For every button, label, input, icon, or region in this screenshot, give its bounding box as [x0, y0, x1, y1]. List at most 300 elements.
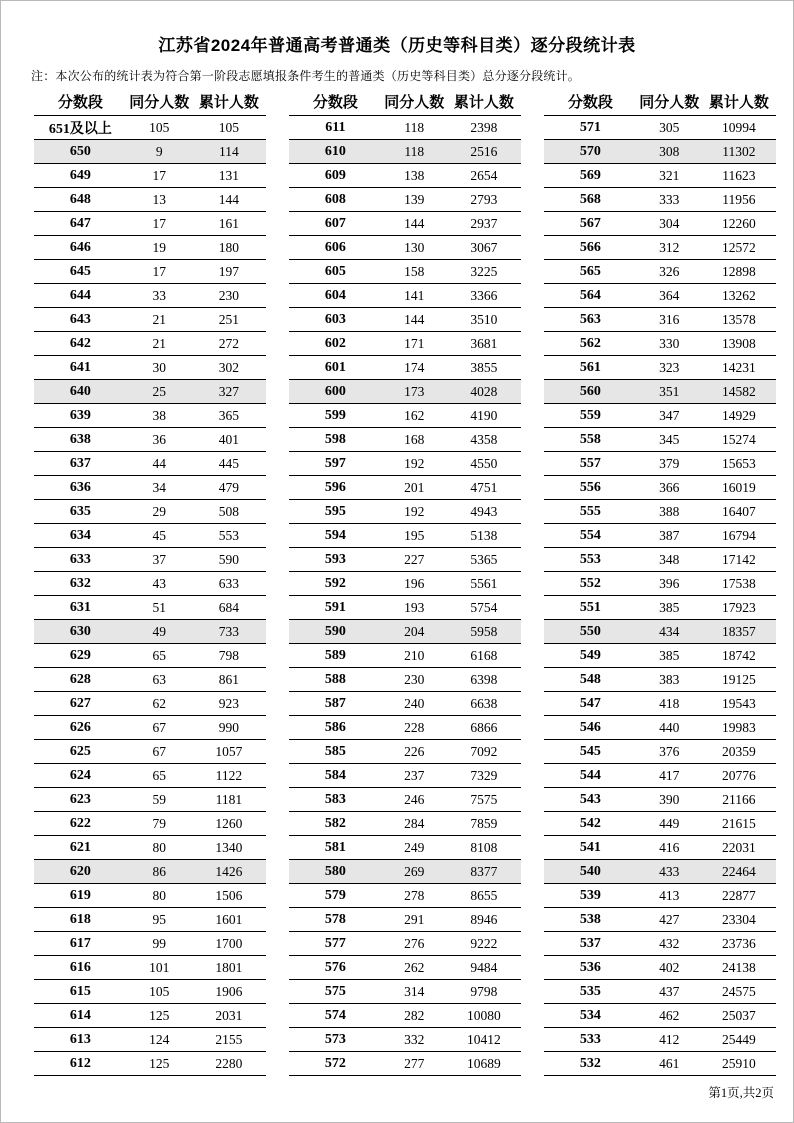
score-cell: 588	[324, 671, 346, 687]
cumulative-cell: 25037	[721, 1007, 756, 1023]
table-row	[289, 932, 521, 956]
count-cell: 366	[659, 479, 680, 495]
table-row	[34, 596, 266, 620]
score-table-left	[34, 87, 266, 1076]
count-cell: 385	[659, 599, 680, 615]
cumulative-cell: 1426	[215, 863, 243, 879]
cumulative-cell: 131	[218, 167, 239, 183]
table-row	[544, 260, 776, 284]
count-cell: 17	[152, 263, 167, 279]
score-cell: 578	[324, 911, 346, 927]
count-cell: 305	[659, 119, 680, 135]
score-cell: 642	[69, 335, 91, 351]
cumulative-cell: 14929	[721, 407, 756, 423]
table-row	[544, 236, 776, 260]
table-row	[289, 356, 521, 380]
score-cell: 625	[69, 743, 91, 759]
cumulative-cell: 10412	[466, 1031, 501, 1047]
cumulative-cell: 22031	[721, 839, 756, 855]
cumulative-cell: 25449	[721, 1031, 756, 1047]
score-cell: 542	[579, 815, 601, 831]
column-header-cumulative: 累计人数	[198, 94, 259, 111]
count-cell: 79	[152, 815, 167, 831]
cumulative-cell: 22464	[721, 863, 756, 879]
table-row	[544, 812, 776, 836]
cumulative-cell: 11956	[722, 191, 756, 207]
table-row	[544, 308, 776, 332]
score-cell: 618	[69, 911, 91, 927]
count-cell: 21	[152, 311, 167, 327]
column-header-score: 分数段	[312, 94, 358, 111]
score-cell: 592	[324, 575, 346, 591]
score-cell: 581	[324, 839, 346, 855]
score-cell: 645	[69, 263, 91, 279]
cumulative-cell: 24575	[721, 983, 756, 999]
count-cell: 95	[152, 911, 167, 927]
cumulative-cell: 1700	[215, 935, 243, 951]
table-row	[289, 476, 521, 500]
score-cell: 539	[579, 887, 601, 903]
count-cell: 387	[659, 527, 680, 543]
score-cell: 558	[579, 431, 601, 447]
score-cell: 628	[69, 671, 91, 687]
cumulative-cell: 13578	[721, 311, 756, 327]
count-cell: 240	[404, 695, 425, 711]
count-cell: 323	[659, 359, 680, 375]
score-cell: 535	[579, 983, 601, 999]
score-cell: 568	[579, 191, 601, 207]
cumulative-cell: 4943	[470, 503, 498, 519]
score-cell: 619	[69, 887, 91, 903]
score-cell: 569	[579, 167, 601, 183]
score-cell: 586	[324, 719, 346, 735]
table-row	[289, 716, 521, 740]
score-cell: 596	[324, 479, 346, 495]
score-cell: 605	[324, 263, 346, 279]
score-cell: 556	[579, 479, 601, 495]
table-header	[289, 87, 521, 116]
cumulative-cell: 684	[218, 599, 239, 615]
count-cell: 125	[149, 1055, 170, 1071]
count-cell: 237	[404, 767, 425, 783]
count-cell: 192	[404, 455, 425, 471]
cumulative-cell: 4190	[470, 407, 498, 423]
count-cell: 449	[659, 815, 680, 831]
table-row	[544, 956, 776, 980]
cumulative-cell: 1122	[215, 767, 243, 783]
table-row	[544, 740, 776, 764]
table-row	[289, 116, 521, 140]
cumulative-cell: 114	[218, 143, 239, 159]
cumulative-cell: 16019	[721, 479, 756, 495]
cumulative-cell: 21166	[722, 791, 756, 807]
cumulative-cell: 251	[218, 311, 239, 327]
count-cell: 118	[404, 143, 425, 159]
count-cell: 19	[152, 239, 167, 255]
score-cell: 573	[324, 1031, 346, 1047]
page-title: 江苏省2024年普通高考普通类（历史等科目类）逐分段统计表	[158, 36, 636, 55]
count-cell: 65	[152, 767, 167, 783]
table-row	[289, 140, 521, 164]
cumulative-cell: 5138	[470, 527, 498, 543]
cumulative-cell: 5561	[470, 575, 498, 591]
table-row	[34, 692, 266, 716]
score-cell: 532	[579, 1055, 601, 1071]
score-cell: 604	[324, 287, 346, 303]
table-row	[289, 500, 521, 524]
count-cell: 141	[404, 287, 425, 303]
table-row	[544, 1052, 776, 1076]
count-cell: 462	[659, 1007, 680, 1023]
score-cell: 560	[579, 383, 601, 399]
table-row	[544, 980, 776, 1004]
cumulative-cell: 1181	[215, 791, 243, 807]
score-cell: 566	[579, 239, 601, 255]
score-cell: 572	[324, 1055, 346, 1071]
count-cell: 385	[659, 647, 680, 663]
table-row	[544, 428, 776, 452]
score-cell: 622	[69, 815, 91, 831]
score-cell: 649	[69, 167, 91, 183]
cumulative-cell: 633	[218, 575, 239, 591]
cumulative-cell: 5365	[470, 551, 498, 567]
score-cell: 626	[69, 719, 91, 735]
score-cell: 534	[579, 1007, 601, 1023]
score-cell: 627	[69, 695, 91, 711]
score-cell: 589	[324, 647, 346, 663]
score-cell: 593	[324, 551, 346, 567]
score-cell: 643	[69, 311, 91, 327]
cumulative-cell: 18742	[721, 647, 756, 663]
cumulative-cell: 18357	[721, 623, 756, 639]
table-row	[289, 884, 521, 908]
count-cell: 417	[659, 767, 680, 783]
count-cell: 139	[404, 191, 425, 207]
table-row	[34, 476, 266, 500]
cumulative-cell: 23304	[721, 911, 756, 927]
count-cell: 330	[659, 335, 680, 351]
cumulative-cell: 10994	[721, 119, 756, 135]
score-cell: 648	[69, 191, 91, 207]
score-cell: 607	[324, 215, 346, 231]
table-row	[34, 404, 266, 428]
count-cell: 138	[404, 167, 425, 183]
count-cell: 379	[659, 455, 680, 471]
cumulative-cell: 15653	[721, 455, 756, 471]
score-cell: 574	[324, 1007, 346, 1023]
table-row	[34, 428, 266, 452]
score-cell: 577	[324, 935, 346, 951]
count-cell: 364	[659, 287, 680, 303]
count-cell: 162	[404, 407, 425, 423]
cumulative-cell: 1601	[215, 911, 243, 927]
cumulative-cell: 2793	[470, 191, 498, 207]
score-cell: 548	[579, 671, 601, 687]
cumulative-cell: 2937	[470, 215, 498, 231]
score-cell: 629	[69, 647, 91, 663]
table-row	[289, 236, 521, 260]
cumulative-cell: 8946	[470, 911, 498, 927]
score-cell: 585	[324, 743, 346, 759]
cumulative-cell: 8377	[470, 863, 498, 879]
count-cell: 277	[404, 1055, 425, 1071]
table-row	[289, 284, 521, 308]
count-cell: 43	[152, 575, 167, 591]
table-row	[544, 548, 776, 572]
table-row	[289, 332, 521, 356]
table-row	[289, 836, 521, 860]
table-row	[289, 644, 521, 668]
cumulative-cell: 798	[218, 647, 239, 663]
score-cell: 579	[324, 887, 346, 903]
table-row	[34, 740, 266, 764]
score-cell: 541	[579, 839, 601, 855]
table-row	[289, 524, 521, 548]
count-cell: 49	[152, 623, 167, 639]
cumulative-cell: 1506	[215, 887, 243, 903]
count-cell: 269	[404, 863, 425, 879]
score-cell: 537	[579, 935, 601, 951]
score-cell: 580	[324, 863, 346, 879]
table-row	[289, 164, 521, 188]
table-row	[544, 524, 776, 548]
table-row	[544, 788, 776, 812]
count-cell: 413	[659, 887, 680, 903]
count-cell: 437	[659, 983, 680, 999]
table-row	[34, 644, 266, 668]
cumulative-cell: 3067	[470, 239, 498, 255]
table-row	[544, 692, 776, 716]
score-cell: 615	[69, 983, 91, 999]
table-row	[544, 620, 776, 644]
table-row	[289, 380, 521, 404]
cumulative-cell: 590	[218, 551, 239, 567]
cumulative-cell: 861	[218, 671, 239, 687]
count-cell: 278	[404, 887, 425, 903]
table-row	[34, 284, 266, 308]
score-cell: 650	[69, 143, 91, 159]
count-cell: 348	[659, 551, 680, 567]
count-cell: 29	[152, 503, 167, 519]
count-cell: 433	[659, 863, 680, 879]
table-row	[34, 452, 266, 476]
cumulative-cell: 7859	[470, 815, 498, 831]
table-row	[544, 860, 776, 884]
score-cell: 600	[324, 383, 346, 399]
cumulative-cell: 445	[218, 455, 239, 471]
score-table-middle	[289, 87, 521, 1076]
score-cell: 540	[579, 863, 601, 879]
score-cell: 594	[324, 527, 346, 543]
count-cell: 174	[404, 359, 425, 375]
cumulative-cell: 12572	[721, 239, 756, 255]
cumulative-cell: 4550	[470, 455, 498, 471]
score-cell: 590	[324, 623, 346, 639]
score-cell: 634	[69, 527, 91, 543]
table-row	[544, 140, 776, 164]
count-cell: 230	[404, 671, 425, 687]
score-cell: 638	[69, 431, 91, 447]
count-cell: 333	[659, 191, 680, 207]
table-row	[34, 980, 266, 1004]
cumulative-cell: 22877	[721, 887, 756, 903]
count-cell: 67	[152, 743, 167, 759]
table-row	[544, 212, 776, 236]
score-cell: 636	[69, 479, 91, 495]
count-cell: 144	[404, 311, 425, 327]
cumulative-cell: 365	[218, 407, 239, 423]
count-cell: 171	[404, 335, 425, 351]
count-cell: 36	[152, 431, 167, 447]
table-row	[34, 932, 266, 956]
score-cell: 635	[69, 503, 91, 519]
count-cell: 383	[659, 671, 680, 687]
table-row	[34, 956, 266, 980]
count-cell: 304	[659, 215, 680, 231]
score-cell: 583	[324, 791, 346, 807]
count-cell: 9	[155, 143, 163, 159]
count-cell: 312	[659, 239, 680, 255]
cumulative-cell: 990	[218, 719, 239, 735]
score-cell: 637	[69, 455, 91, 471]
score-cell: 562	[579, 335, 601, 351]
column-header-cumulative: 累计人数	[453, 94, 514, 111]
table-row	[34, 884, 266, 908]
cumulative-cell: 401	[218, 431, 239, 447]
cumulative-cell: 4358	[470, 431, 498, 447]
score-cell: 564	[579, 287, 601, 303]
score-cell: 543	[579, 791, 601, 807]
count-cell: 262	[404, 959, 425, 975]
cumulative-cell: 21615	[721, 815, 756, 831]
table-row	[544, 452, 776, 476]
cumulative-cell: 6398	[470, 671, 498, 687]
score-cell: 647	[69, 215, 91, 231]
table-row	[289, 788, 521, 812]
count-cell: 432	[659, 935, 680, 951]
count-cell: 51	[152, 599, 167, 615]
table-row	[34, 668, 266, 692]
table-row	[289, 740, 521, 764]
table-row	[544, 404, 776, 428]
count-cell: 282	[404, 1007, 425, 1023]
cumulative-cell: 7575	[470, 791, 498, 807]
cumulative-cell: 302	[218, 359, 239, 375]
score-cell: 639	[69, 407, 91, 423]
cumulative-cell: 923	[218, 695, 239, 711]
count-cell: 158	[404, 263, 425, 279]
cumulative-cell: 3510	[470, 311, 498, 327]
score-cell: 606	[324, 239, 346, 255]
score-cell: 563	[579, 311, 601, 327]
count-cell: 17	[152, 215, 167, 231]
table-row	[34, 188, 266, 212]
table-row	[289, 212, 521, 236]
column-header-count: 同分人数	[129, 94, 190, 111]
table-header	[544, 87, 776, 116]
cumulative-cell: 1801	[215, 959, 243, 975]
count-cell: 30	[152, 359, 167, 375]
score-cell: 576	[324, 959, 346, 975]
score-cell: 554	[579, 527, 601, 543]
cumulative-cell: 2398	[470, 119, 498, 135]
cumulative-cell: 105	[218, 119, 239, 135]
score-cell: 557	[579, 455, 601, 471]
note-text: 注：本次公布的统计表为符合第一阶段志愿填报条件考生的普通类（历史等科目类）总分逐分段统计。	[31, 69, 581, 83]
table-row	[34, 524, 266, 548]
table-row	[34, 620, 266, 644]
score-cell: 544	[579, 767, 601, 783]
cumulative-cell: 24138	[721, 959, 756, 975]
cumulative-cell: 9484	[470, 959, 498, 975]
count-cell: 124	[149, 1031, 170, 1047]
table-row	[544, 356, 776, 380]
table-row	[289, 860, 521, 884]
cumulative-cell: 2516	[470, 143, 498, 159]
cumulative-cell: 20359	[721, 743, 756, 759]
count-cell: 21	[152, 335, 167, 351]
table-row	[289, 1052, 521, 1076]
count-cell: 62	[152, 695, 167, 711]
count-cell: 65	[152, 647, 167, 663]
count-cell: 99	[152, 935, 167, 951]
count-cell: 376	[659, 743, 680, 759]
count-cell: 195	[404, 527, 425, 543]
table-row	[544, 332, 776, 356]
score-cell: 545	[579, 743, 601, 759]
table-row	[544, 1004, 776, 1028]
count-cell: 461	[659, 1055, 680, 1071]
count-cell: 105	[149, 119, 170, 135]
table-row	[34, 764, 266, 788]
table-row	[289, 812, 521, 836]
count-cell: 34	[152, 479, 167, 495]
table-row	[289, 668, 521, 692]
score-cell: 551	[579, 599, 601, 615]
table-row	[34, 164, 266, 188]
cumulative-cell: 1057	[215, 743, 243, 759]
score-cell: 620	[69, 863, 91, 879]
score-cell: 610	[324, 143, 346, 159]
cumulative-cell: 3225	[470, 263, 498, 279]
cumulative-cell: 5958	[470, 623, 498, 639]
table-row	[34, 836, 266, 860]
tables-container	[34, 87, 776, 1076]
cumulative-cell: 3366	[470, 287, 498, 303]
count-cell: 412	[659, 1031, 680, 1047]
count-cell: 192	[404, 503, 425, 519]
table-row	[544, 596, 776, 620]
count-cell: 345	[659, 431, 680, 447]
column-header-cumulative: 累计人数	[708, 94, 769, 111]
table-row	[34, 500, 266, 524]
score-cell: 591	[324, 599, 346, 615]
column-header-score: 分数段	[57, 94, 103, 111]
table-row	[34, 1028, 266, 1052]
score-cell: 609	[324, 167, 346, 183]
score-cell: 621	[69, 839, 91, 855]
score-cell: 651及以上	[48, 121, 112, 137]
cumulative-cell: 14582	[721, 383, 756, 399]
table-row	[289, 1028, 521, 1052]
cumulative-cell: 16794	[721, 527, 756, 543]
count-cell: 25	[152, 383, 167, 399]
table-row	[544, 716, 776, 740]
score-cell: 613	[69, 1031, 91, 1047]
count-cell: 118	[404, 119, 425, 135]
table-row	[289, 452, 521, 476]
score-cell: 614	[69, 1007, 91, 1023]
